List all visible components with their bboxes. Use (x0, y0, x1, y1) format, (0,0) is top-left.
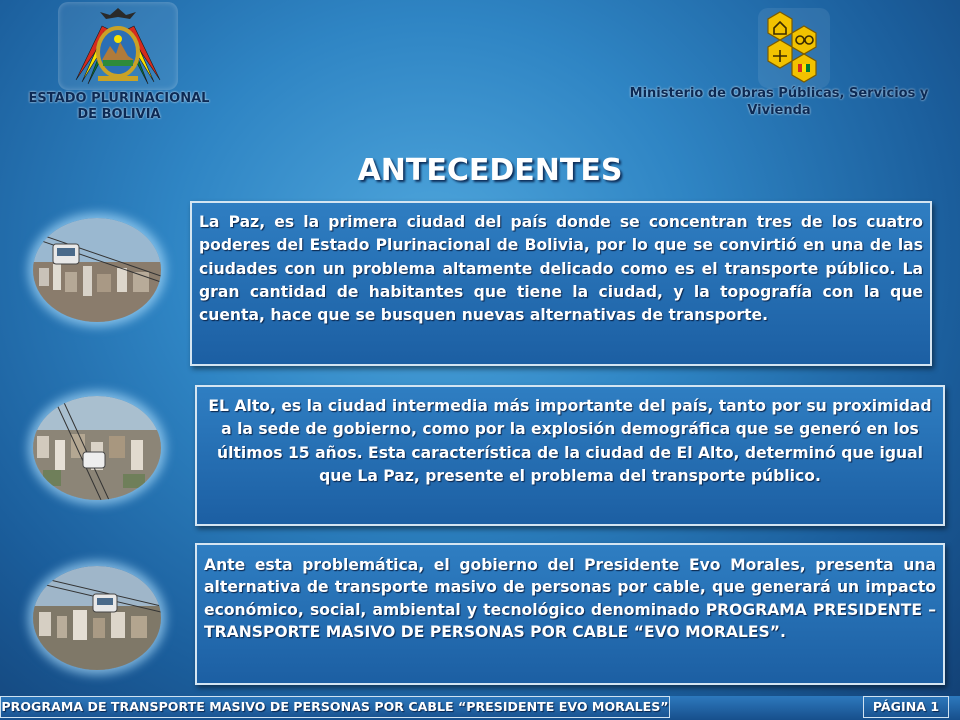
ministry-caption: Ministerio de Obras Públicas, Servicios y Vivienda (629, 86, 929, 118)
program-paragraph: Ante esta problemática, el gobierno del Presidente Evo Morales, presenta una alternativa de transporte masivo de personas por cable, que generará un impacto económico, social, ambiental y tecnológico denominado PROGRAMA PRESIDENTE – TRANSPORTE MASIVO DE PERSONAS POR CABLE “EVO MORALES”. (195, 543, 945, 685)
el-alto-paragraph: EL Alto, es la ciudad intermedia más importante del país, tanto por su proximidad a la sede de gobierno, como por la explosión demográfica que se generó en los últimos 15 años. Esta característica de la ciudad de El Alto, determinó que igual que La Paz, presente el problema del transporte público. (195, 385, 945, 526)
coat-of-arms-icon (58, 2, 178, 90)
ministry-logo (758, 8, 830, 88)
coat-of-arms-logo (58, 2, 178, 90)
footer-program-name: PROGRAMA DE TRANSPORTE MASIVO DE PERSONAS POR CABLE “PRESIDENTE EVO MORALES” (0, 696, 670, 718)
el-alto-cablecar-photo (33, 396, 161, 500)
page-title: ANTECEDENTES (357, 153, 623, 188)
la-paz-paragraph: La Paz, es la primera ciudad del país donde se concentran tres de los cuatro poderes del Estado Plurinacional de Bolivia, por lo que se convirtió en una de las ciudades con un problema altamente delicado como es el transporte público. La gran cantidad de habitantes que tiene la ciudad, y la topografía con la que cuenta, hace que se busquen nuevas alternativas de transporte. (190, 201, 932, 366)
la-paz-cablecar-photo (33, 218, 161, 322)
program-cablecar-photo (33, 566, 161, 670)
ministry-hexagons-icon (758, 8, 830, 88)
footer-page-number: PÁGINA 1 (863, 696, 949, 718)
state-name-caption: ESTADO PLURINACIONAL DE BOLIVIA (28, 91, 210, 122)
footer-bar (0, 696, 960, 720)
